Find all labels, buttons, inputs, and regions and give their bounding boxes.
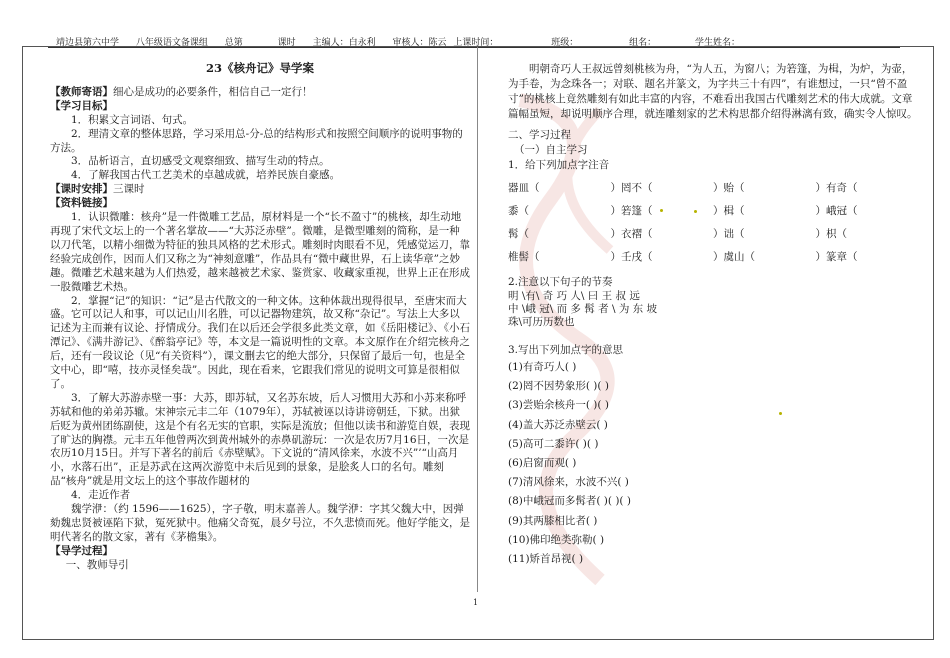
meaning-item: (5)高可二黍许( )( ): [508, 437, 599, 450]
pinyin-item: 器皿（: [508, 181, 540, 194]
header-rule: [48, 47, 900, 48]
meaning-item: (4)盖大苏泛赤壁云( ): [508, 418, 608, 431]
question-2: 2.注意以下句子的节奏: [508, 276, 613, 288]
pinyin-item: 黍（: [508, 204, 529, 217]
link-paragraph: 4．走近作者: [71, 489, 131, 502]
pinyin-item: ）枳（: [815, 227, 847, 240]
meaning-item: (11)矫首昂视( ): [508, 552, 584, 565]
motto-label: 【教师寄语】: [50, 85, 113, 98]
pinyin-item: ）篆章（: [815, 250, 858, 263]
pinyin-row: [508, 203, 918, 219]
header-school: 靖边县第六中学: [56, 38, 120, 48]
left-column: [50, 62, 470, 573]
goals-label: 【学习目标】: [50, 99, 113, 112]
meaning-item: (2)罔不因势象形( )( ): [508, 380, 609, 393]
header-class: 班级：: [551, 38, 579, 48]
meaning-item: (9)其两膝相比者( ): [508, 514, 598, 527]
header-reviewer: 审核人：陈云: [392, 38, 447, 48]
motto-text: 细心是成功的必要条件，相信自己一定行！: [113, 85, 313, 98]
pinyin-item: ）衣褶（: [610, 227, 653, 240]
pinyin-item: ）楫（: [713, 204, 745, 217]
page-title: 23《核舟记》导学案: [205, 61, 314, 75]
schedule: [50, 183, 470, 197]
page-number: 1: [473, 598, 479, 607]
column-divider: [477, 47, 478, 592]
intro-paragraph: 明朝奇巧人王叔远曾刻桃核为舟，“为人五，为窗八；为箬篷，为楫，为炉，为壶，为手卷，为念珠各一；对联、题名并篆文，为字共三十有四”，有谁想过，一只“曾不盈寸”的桃核上竟然雕刻有如此丰富的内容，不难看出我国古代雕刻艺术的伟大成就。文章篇幅虽短，却说明顺序合理，就连雕刻家的艺术构思都介绍得淋漓有致，确实令人惊叹。: [508, 63, 918, 120]
goal-item: 2．理清文章的整体思路，学习采用总-分-总的结构形式和按照空间顺序的说明事物的方法。: [50, 127, 463, 154]
pinyin-item: 髯（: [508, 227, 529, 240]
goal-item: 3．品析语言，直切感受文观察细致、描写生动的特点。: [71, 155, 330, 168]
process-item: 一、教师导引: [65, 558, 129, 571]
pinyin-item: ）罔不（: [610, 181, 653, 194]
schedule-label: 【课时安排】: [50, 183, 113, 196]
schedule-text: 三课时: [113, 183, 145, 196]
pinyin-item: 椎髻（: [508, 250, 540, 263]
teacher-motto: [50, 86, 470, 100]
subsection-title: （一）自主学习: [514, 144, 588, 156]
header-student: 学生姓名：: [695, 38, 741, 48]
pinyin-item: ）贻（: [713, 181, 745, 194]
meaning-item: (10)佛印绝类弥勒( ): [508, 533, 605, 546]
pinyin-item: ）有奇（: [815, 181, 858, 194]
meaning-item: (1)有奇巧人( ): [508, 361, 577, 373]
meaning-item: (3)尝贻余核舟一( )( ): [508, 399, 609, 412]
goal-item: 1．积累文言词语、句式。: [71, 113, 194, 126]
link-paragraph: 1．认识微雕：核舟”是一件微雕工艺品，原材料是一个“长不盈寸”的桃核，却生动地再现了宋代文坛上的一个著名掌故——“大苏泛赤壁”。微雕，是微型雕刻的简称，是一种以刀代笔，以精小细微为特征的独具风格的艺术形式。雕刻时肉眼看不见，凭感觉运刀，靠经验完成创作，因而人们又称之为“神刻意雕”，作品具有“微中藏世界，石上读华章”之妙趣。微雕艺术越来越为人们热爱，越来越被艺术家、鉴赏家、收藏家重视，世界上正在形成一股微雕艺术热。: [50, 211, 470, 293]
right-column: [508, 62, 918, 569]
pinyin-item: ）壬戌（: [610, 250, 653, 263]
section-title: 二、学习过程: [508, 129, 571, 141]
pinyin-row: [508, 180, 918, 196]
header-editor: 主编人：白永利: [312, 38, 376, 48]
rhythm-line: 明 \有\ 奇 巧 人\ 曰 王 叔 远: [508, 290, 640, 302]
rhythm-line: 中 \峨 冠\ 而 多 髯 者 \ 为 东 坡: [508, 303, 657, 315]
header-total: 总第: [224, 38, 243, 48]
header-group-name: 组名：: [629, 38, 657, 48]
link-paragraph: 3．了解大苏游赤壁一事：大苏，即苏轼，又名苏东坡，后人习惯用大苏和小苏来称呼苏轼和他的弟弟苏辙。宋神宗元丰二年（1079年），苏轼被诬以诗讲谤朝廷，下狱。出狱后贬为黄州团练副使，这是个有名无实的官职，实际是流放；但他以读书和游览自娱，表现了旷达的胸襟。元丰五年他曾两次到黄州城外的赤鼻矶游玩：一次是农历7月16日，一次是农历10月15日。并写下著名的前后《赤壁赋》。下文说的“清风徐来，水波不兴”’“山高月小，水落石出”，正是苏武在这两次游览中未后见到的景象，是脍炙人口的名句。雕刻品“核舟”就是用文坛上的这个事故作题材的: [50, 391, 470, 488]
pinyin-row: [508, 226, 918, 242]
pinyin-item: ）峨冠（: [815, 204, 858, 217]
header-class-time: 上课时间：: [453, 38, 499, 48]
pinyin-item: ）虞山（: [713, 250, 755, 263]
pinyin-item: ）箬篷（: [610, 204, 653, 217]
pinyin-row: [508, 249, 918, 265]
header-period: 课时: [277, 38, 296, 48]
header-group: 八年级语文备课组: [135, 38, 208, 48]
process-label: 【导学过程】: [50, 544, 113, 557]
question-3: 3.写出下列加点字的意思: [508, 344, 624, 356]
link-paragraph: 2．掌握“记”的知识：“记”是古代散文的一种文体。这种体裁出现得很早，至唐宋而大盛。它可以记人和事，可以记山川名胜，可以记器物建筑，故又称“杂记”。写法上大多以记述为主而兼有议论、抒情成分。我们在以后还会学很多此类文章，如《岳阳楼记》、《小石潭记》、《满井游记》、《醉翁亭记》等，本文是一篇说明性的文章。本文原作在介绍完核舟之后，还有一段议论（见“有关资料”），课文删去它的绝大部分，只保留了最后一句，也是全文中心，即“嘻，技亦灵怪矣哉”。因此，现在看来，它跟我们常见的说明文可算是很相似了。: [50, 294, 470, 390]
meaning-item: (7)清风徐来，水波不兴( ): [508, 476, 629, 489]
question-1: 1．给下列加点字注音: [508, 159, 610, 171]
meaning-item: (6)启窗而观( ): [508, 456, 577, 469]
meaning-item: (8)中峨冠而多髯者( )( )( ): [508, 495, 631, 508]
rhythm-line: 珠\可历历数也: [508, 316, 575, 328]
goal-item: 4．了解我国古代工艺美术的卓越成就，培养民族自豪感。: [71, 169, 341, 182]
author-bio: 魏学洢：（约 1596——1625），字子敬，明末嘉善人。魏学洢：字其父魏大中，因弹劾魏忠贤被诬陷下狱，冤死狱中。他痛父奇冤，晨夕号泣，不久悲愤而死。他好学能文，是明代著名的散文家，著有《茅檐集》。: [50, 503, 470, 543]
pinyin-item: ）诎（: [713, 227, 745, 240]
links-label: 【资料链接】: [50, 197, 113, 210]
